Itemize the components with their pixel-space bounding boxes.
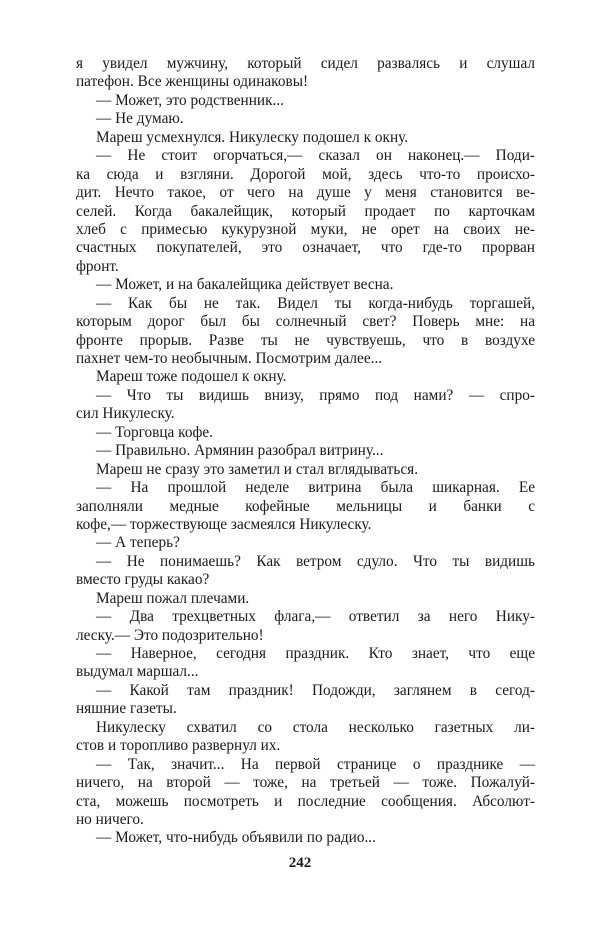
page-number: 242 bbox=[288, 855, 312, 871]
text-line: — Так, значит... На первой странице о празднике — bbox=[96, 755, 535, 773]
text-line: — Какой там праздник! Подожди, заглянем в сегод- bbox=[96, 681, 535, 699]
text-line: вместо груды какао? bbox=[76, 571, 210, 589]
text-line: дит. Нечто такое, от чего на душе у меня становится ве- bbox=[76, 184, 535, 202]
text-line: патефон. Все женщины одинаковы! bbox=[76, 73, 309, 91]
text-line: ничего, на второй — тоже, на третьей — тоже. Пожалуй- bbox=[76, 774, 535, 792]
text-line: счастных покупателей, это означает, что где-то прорван bbox=[76, 239, 535, 257]
text-line: — Как бы не так. Видел ты когда-нибудь торгашей, bbox=[96, 294, 535, 312]
text-line: которым дорог был бы солнечный свет? Поверь мне: на bbox=[76, 313, 535, 331]
text-line: леску.— Это подозрительно! bbox=[76, 626, 264, 644]
text-line: — Не думаю. bbox=[96, 110, 184, 128]
text-line: Мареш усмехнулся. Никулеску подошел к окну. bbox=[96, 128, 409, 146]
text-line: Мареш пожал плечами. bbox=[96, 589, 250, 607]
text-line: я увидел мужчину, который сидел развалясь и слушал bbox=[76, 55, 535, 72]
text-line: — На прошлой неделе витрина была шикарная. Ее bbox=[96, 479, 535, 497]
text-line: — Наверное, сегодня праздник. Кто знает, что еще bbox=[96, 645, 535, 662]
text-line: — Может, и на бакалейщика действует весна. bbox=[96, 276, 394, 294]
text-line: кофе,— торжествующе засмеялся Никулеску. bbox=[76, 515, 372, 533]
text-line: — А теперь? bbox=[96, 534, 180, 552]
text-line: фронте прорыв. Разве ты не чувствуешь, что в воздухе bbox=[76, 331, 535, 349]
text-line: — Что ты видишь внизу, прямо под нами? — спро- bbox=[96, 386, 535, 404]
text-line: пахнет чем-то необычным. Посмотрим далее... bbox=[76, 350, 383, 367]
text-line: — Два трехцветных флага,— ответил за него Нику- bbox=[96, 608, 535, 626]
text-line: — Может, что-нибудь объявили по радио... bbox=[96, 829, 376, 847]
text-line: фронт. bbox=[76, 257, 119, 275]
text-line: хлеб с примесью кукурузной муки, не орет на своих не- bbox=[76, 220, 535, 238]
text-line: — Не понимаешь? Как ветром сдуло. Что ты видишь bbox=[96, 552, 535, 570]
text-line: — Может, это родственник... bbox=[96, 91, 284, 109]
text-line: Мареш тоже подошел к окну. bbox=[96, 368, 287, 386]
text-line: — Торговца кофе. bbox=[96, 423, 214, 441]
text-line: ка сюда и взгляни. Дорогой мой, здесь что-то происхо- bbox=[76, 165, 535, 183]
text-line: селей. Когда бакалейщик, который продает по карточкам bbox=[76, 202, 535, 220]
text-line: Мареш не сразу это заметил и стал вглядываться. bbox=[96, 460, 419, 478]
text-line: — Не стоит огорчаться,— сказал он наконец.— Поди- bbox=[96, 147, 535, 165]
page-body-text bbox=[76, 55, 535, 848]
text-line: сил Никулеску. bbox=[76, 405, 175, 423]
text-line: выдумал маршал... bbox=[76, 663, 199, 681]
text-line: ста, можешь посмотреть и последние сообщения. Абсолют- bbox=[76, 792, 535, 810]
text-line: Никулеску схватил со стола несколько газетных ли- bbox=[96, 718, 535, 736]
text-line: стов и торопливо развернул их. bbox=[76, 737, 281, 755]
text-line: но ничего. bbox=[76, 810, 144, 828]
text-line: няшние газеты. bbox=[76, 700, 177, 718]
text-line: — Правильно. Армянин разобрал витрину... bbox=[96, 442, 384, 460]
text-line: заполняли медные кофейные мельницы и банки с bbox=[76, 497, 535, 515]
